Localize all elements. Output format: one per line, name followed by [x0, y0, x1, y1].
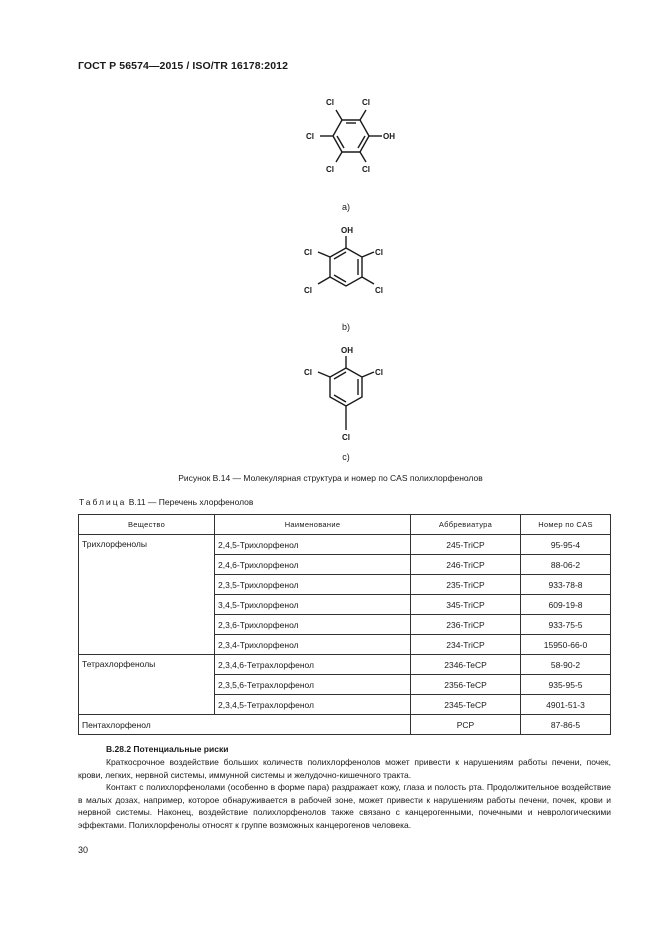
cas-cell: 609-19-8 — [521, 595, 611, 615]
table-row — [79, 655, 611, 675]
cas-cell: 4901-51-3 — [521, 695, 611, 715]
molecule-trichlorophenol — [290, 342, 410, 448]
chlorophenols-table — [78, 514, 611, 735]
cl-label: Cl — [304, 368, 312, 377]
col-header: Номер по CAS — [521, 515, 611, 535]
cl-label: Cl — [362, 165, 370, 174]
abbr-cell: 234-TriCP — [411, 635, 521, 655]
figure-sublabel: c) — [342, 452, 350, 462]
abbr-cell: PCP — [411, 715, 521, 735]
cl-label: Cl — [362, 98, 370, 107]
document-header: ГОСТ Р 56574—2015 / ISO/TR 16178:2012 — [78, 60, 289, 72]
molecule-tetrachlorophenol — [290, 222, 410, 312]
oh-label: OH — [341, 346, 353, 355]
cas-cell: 95-95-4 — [521, 535, 611, 555]
cl-label: Cl — [342, 433, 350, 442]
cas-cell: 933-78-8 — [521, 575, 611, 595]
table-header-row — [79, 515, 611, 535]
cas-cell: 58-90-2 — [521, 655, 611, 675]
cas-cell: 935-95-5 — [521, 675, 611, 695]
col-header: Вещество — [79, 515, 215, 535]
abbr-cell: 2346-TeCP — [411, 655, 521, 675]
cl-label: Cl — [375, 368, 383, 377]
col-header: Наименование — [215, 515, 411, 535]
figure-caption: Рисунок В.14 — Молекулярная структура и номер по CAS полихлорфенолов — [178, 473, 483, 483]
abbr-cell: 246-TriCP — [411, 555, 521, 575]
name-cell: 2,3,5-Трихлорфенол — [215, 575, 411, 595]
table-caption — [79, 497, 253, 507]
figure-sublabel: a) — [341, 202, 350, 212]
name-cell: 2,3,6-Трихлорфенол — [215, 615, 411, 635]
table-row — [79, 535, 611, 555]
abbr-cell: 236-TriCP — [411, 615, 521, 635]
abbr-cell: 2345-TeCP — [411, 695, 521, 715]
name-cell: 2,4,6-Трихлорфенол — [215, 555, 411, 575]
substance-cell: Трихлорфенолы — [79, 535, 215, 655]
table-caption-prefix: Таблица — [79, 497, 127, 507]
oh-label: OH — [341, 226, 353, 235]
name-cell: 2,3,5,6-Тетрахлорфенол — [215, 675, 411, 695]
oh-label: OH — [383, 132, 395, 141]
substance-cell: Пентахлорфенол — [79, 715, 411, 735]
molecule-pentachlorophenol — [290, 92, 410, 188]
abbr-cell: 2356-TeCP — [411, 675, 521, 695]
name-cell: 2,3,4-Трихлорфенол — [215, 635, 411, 655]
cl-label: Cl — [326, 165, 334, 174]
name-cell: 2,3,4,6-Тетрахлорфенол — [215, 655, 411, 675]
abbr-cell: 235-TriCP — [411, 575, 521, 595]
page-number: 30 — [78, 845, 89, 855]
section-body — [78, 756, 611, 831]
cl-label: Cl — [304, 286, 312, 295]
col-header: Аббревиатура — [411, 515, 521, 535]
cas-cell: 88-06-2 — [521, 555, 611, 575]
cl-label: Cl — [304, 248, 312, 257]
abbr-cell: 245-TriCP — [411, 535, 521, 555]
paragraph: Контакт с полихлорфенолами (особенно в форме пара) раздражает кожу, глаза и полость рта. Продолжительное воздействие в малых дозах, например, которое обнаруживается в рабочей зоне, может привести к нарушениям работы печени, почек, крови и нервной системы. Наконец, воздействие полихлорфенолов также связано с канцерогенными, почечными и неврологическими эффектами. Полихлорфенолы относят к группе возможных канцерогенов человека. — [78, 782, 611, 830]
section-heading: В.28.2 Потенциальные риски — [106, 744, 229, 754]
cl-label: Cl — [375, 248, 383, 257]
name-cell: 3,4,5-Трихлорфенол — [215, 595, 411, 615]
cas-cell: 933-75-5 — [521, 615, 611, 635]
cas-cell: 15950-66-0 — [521, 635, 611, 655]
paragraph: Краткосрочное воздействие больших количеств полихлорфенолов может привести к нарушениям работы печени, почек, крови, легких, нервной системы, иммунной системы и желудочно-кишечного тракта. — [78, 757, 611, 780]
name-cell: 2,4,5-Трихлорфенол — [215, 535, 411, 555]
table-row — [79, 715, 611, 735]
abbr-cell: 345-TriCP — [411, 595, 521, 615]
cl-label: Cl — [306, 132, 314, 141]
figure-sublabel: b) — [341, 322, 350, 332]
cl-label: Cl — [375, 286, 383, 295]
cl-label: Cl — [326, 98, 334, 107]
table-caption-text: В.11 — Перечень хлорфенолов — [126, 497, 254, 507]
cas-cell: 87-86-5 — [521, 715, 611, 735]
name-cell: 2,3,4,5-Тетрахлорфенол — [215, 695, 411, 715]
substance-cell: Тетрахлорфенолы — [79, 655, 215, 715]
